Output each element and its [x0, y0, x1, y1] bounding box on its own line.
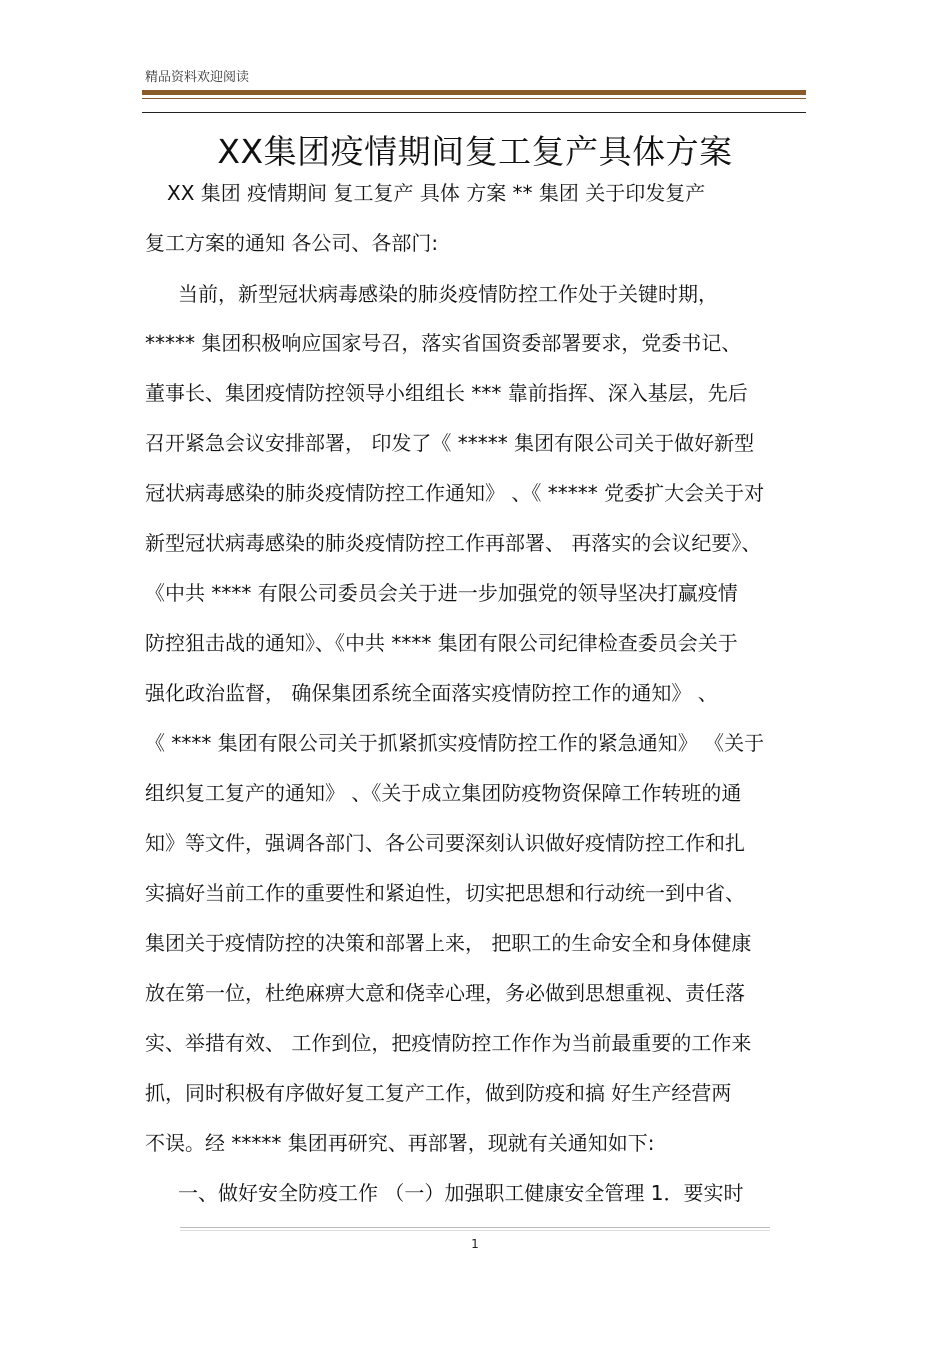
header-label: 精品资料欢迎阅读	[145, 70, 250, 85]
body-line-7: 冠状病毒感染的肺炎疫情防控工作通知》 、《 ***** 党委扩大会关于对	[145, 481, 765, 505]
body-line-8: 新型冠状病毒感染的肺炎疫情防控工作再部署、 再落实的会议纪要》、	[145, 531, 762, 555]
body-line-4: ***** 集团积极响应国家号召，落实省国资委部署要求，党委书记、	[145, 331, 742, 355]
document-title: XX集团疫情期间复工复产具体方案	[217, 132, 733, 171]
body-line-12: 《 **** 集团有限公司关于抓紧抓实疫情防控工作的紧急通知》 《关于	[145, 731, 765, 755]
body-line-5: 董事长、集团疫情防控领导小组组长 *** 靠前指挥、深入基层，先后	[145, 381, 748, 405]
footer-rule	[180, 1227, 770, 1228]
header-rule-thin	[142, 98, 806, 99]
body-line-15: 实搞好当前工作的重要性和紧迫性，切实把思想和行动统一到中省、	[145, 881, 745, 905]
body-line-21: 一、做好安全防疫工作 （一）加强职工健康安全管理 1．要实时	[178, 1181, 744, 1205]
body-line-18: 实、举措有效、 工作到位，把疫情防控工作作为当前最重要的工作来	[145, 1031, 752, 1055]
body-line-9: 《中共 **** 有限公司委员会关于进一步加强党的领导坚决打赢疫情	[145, 581, 738, 605]
body-line-1: XX 集团 疫情期间 复工复产 具体 方案 ** 集团 关于印发复产	[167, 181, 706, 205]
body-line-11: 强化政治监督， 确保集团系统全面落实疫情防控工作的通知》 、	[145, 681, 718, 705]
body-line-3: 当前，新型冠状病毒感染的肺炎疫情防控工作处于关键时期，	[178, 282, 718, 306]
body-line-2: 复工方案的通知 各公司、各部门:	[145, 231, 439, 255]
body-line-19: 抓，同时积极有序做好复工复产工作，做到防疫和搞 好生产经营两	[145, 1081, 732, 1105]
body-line-14: 知》等文件，强调各部门、各公司要深刻认识做好疫情防控工作和扎	[145, 831, 745, 855]
body-line-17: 放在第一位，杜绝麻痹大意和侥幸心理，务必做到思想重视、责任落	[145, 981, 745, 1005]
body-line-6: 召开紧急会议安排部署， 印发了《 ***** 集团有限公司关于做好新型	[145, 431, 755, 455]
body-line-16: 集团关于疫情防控的决策和部署上来， 把职工的生命安全和身体健康	[145, 931, 752, 955]
header-rule-thick	[142, 90, 806, 95]
body-line-20: 不误。经 ***** 集团再研究、再部署，现就有关通知如下:	[145, 1131, 655, 1155]
footer-rule-light	[180, 1230, 770, 1231]
page-number: 1	[471, 1237, 479, 1251]
header-rule-black	[142, 112, 806, 113]
body-line-13: 组织复工复产的通知》 、《关于成立集团防疫物资保障工作转班的通	[145, 781, 742, 805]
body-line-10: 防控狙击战的通知》、《中共 **** 集团有限公司纪律检查委员会关于	[145, 631, 738, 655]
